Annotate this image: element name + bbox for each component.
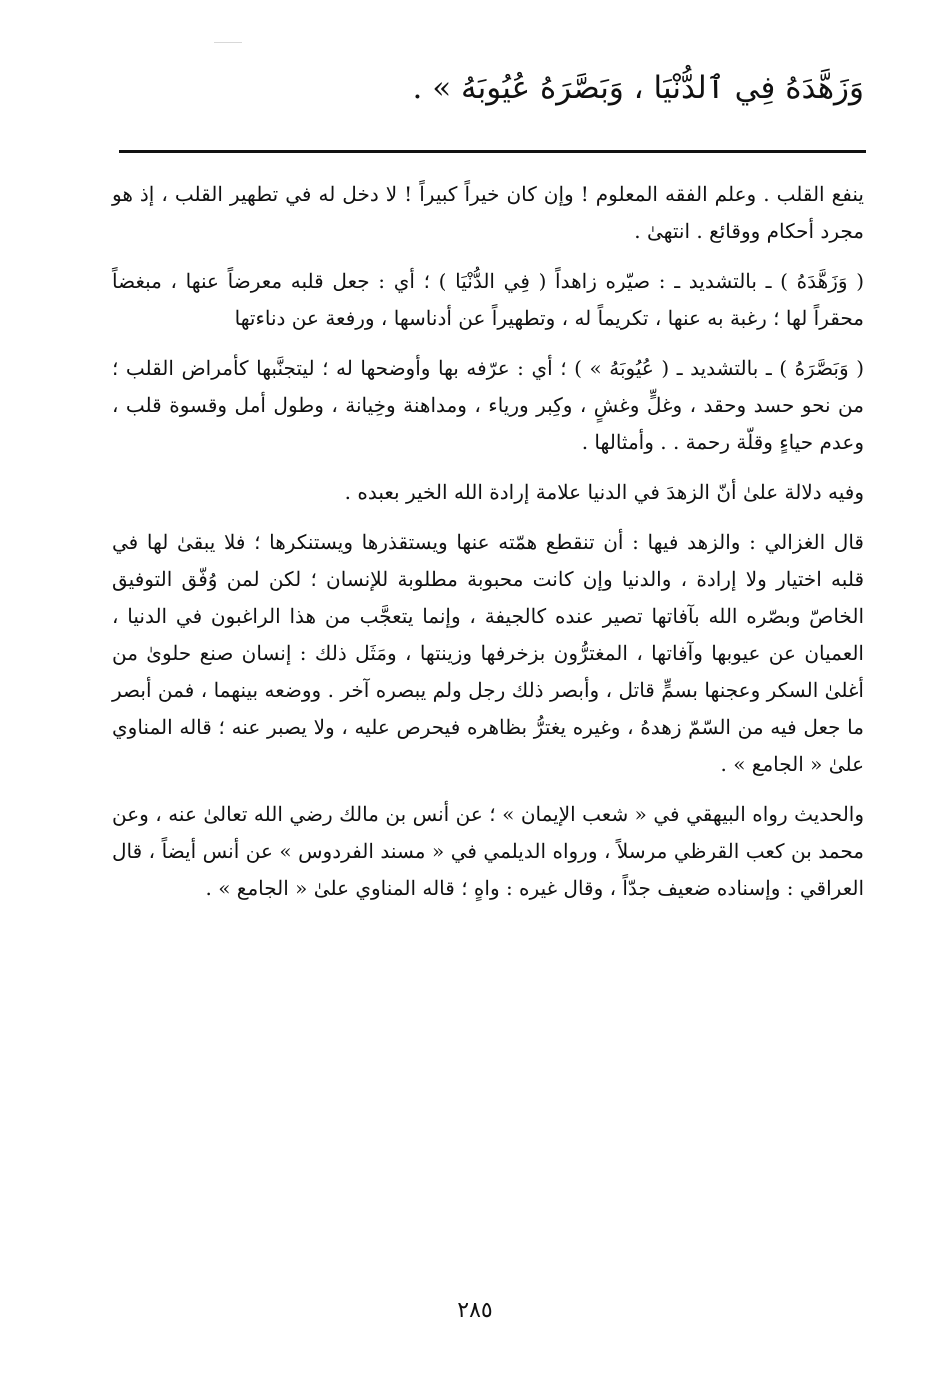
commentary-paragraph-4: وفيه دلالة علىٰ أنّ الزهدَ في الدنيا علامة إرادة الله الخير بعبده .	[344, 480, 864, 504]
commentary-paragraph-6: والحديث رواه البيهقي في « شعب الإيمان » ؛ عن أنس بن مالك رضي الله تعالىٰ عنه ، وعن محمد بن كعب القرظي مرسلاً ، ورواه الديلمي في « مسند الفردوس » عن أنس أيضاً ، قال العراقي : وإسناده ضعيف جدّاً ، وقال غيره : واهٍ ؛ قاله المناوي علىٰ « الجامع » .	[112, 802, 864, 900]
commentary-paragraph-1: ينفع القلب . وعلم الفقه المعلوم ! وإن كان خيراً كبيراً ! لا دخل له في تطهير القلب ، إذ هو مجرد أحكام ووقائع . انتهىٰ .	[112, 182, 864, 243]
commentary-paragraph-2: ( وَزَهَّدَهُ ) ـ بالتشديد ـ : صيّره زاهداً ( فِي الدُّنْيَا ) ؛ أي : جعل قلبه معرضاً عنها ، مبغضاً محقراً لها ؛ رغبة به عنها ، تكريماً له ، وتطهيراً عن أدناسها ، ورفعة عن دناءتها	[112, 269, 864, 330]
commentary-section	[112, 176, 864, 920]
hadith-text-line: وَزَهَّدَهُ فِي ٱلدُّنْيَا ، وَبَصَّرَهُ عُيُوبَهُ » .	[412, 70, 864, 106]
scan-mark	[214, 42, 242, 43]
commentary-paragraph-3: ( وَبَصَّرَهُ ) ـ بالتشديد ـ ( عُيُوبَهُ » ) ؛ أي : عرّفه بها وأوضحها له ؛ ليتجنَّبها كأمراض القلب ؛ من نحو حسد وحقد ، وغلٍّ وغشٍ ، وكِبر ورياء ، ومداهنة وخِيانة ، وطول أمل وقسوة قلب ، وعدم حياءٍ وقلّة رحمة . . وأمثالها .	[112, 356, 864, 454]
page-number: ٢٨٥	[457, 1298, 493, 1323]
commentary-paragraph-5: قال الغزالي : والزهد فيها : أن تنقطع همّته عنها ويستقذرها ويستنكرها ؛ فلا يبقىٰ لها في قلبه اختيار ولا إرادة ، والدنيا وإن كانت محبوبة مطلوبة للإنسان ؛ لكن لمن وُفّق التوفيق الخاصّ وبصّره الله بآفاتها تصير عنده كالجيفة ، وإنما يتعجَّب من هذا الراغبون في الدنيا ، العميان عن عيوبها وآفاتها ، المغترُّون بزخرفها وزينتها ، ومَثَل ذلك : إنسان صنع حلوىٰ من أغلىٰ السكر وعجنها بسمٍّ قاتل ، وأبصر ذلك رجل ولم يبصره آخر . ووضعه بينهما ، فمن أبصر ما جعل فيه من السّمّ زهدهُ ، وغيره يغترُّ بظاهره فيحرص عليه ، ولا يصبر عنه ؛ قاله المناوي علىٰ « الجامع » .	[112, 530, 864, 776]
separator-rule	[119, 150, 866, 153]
